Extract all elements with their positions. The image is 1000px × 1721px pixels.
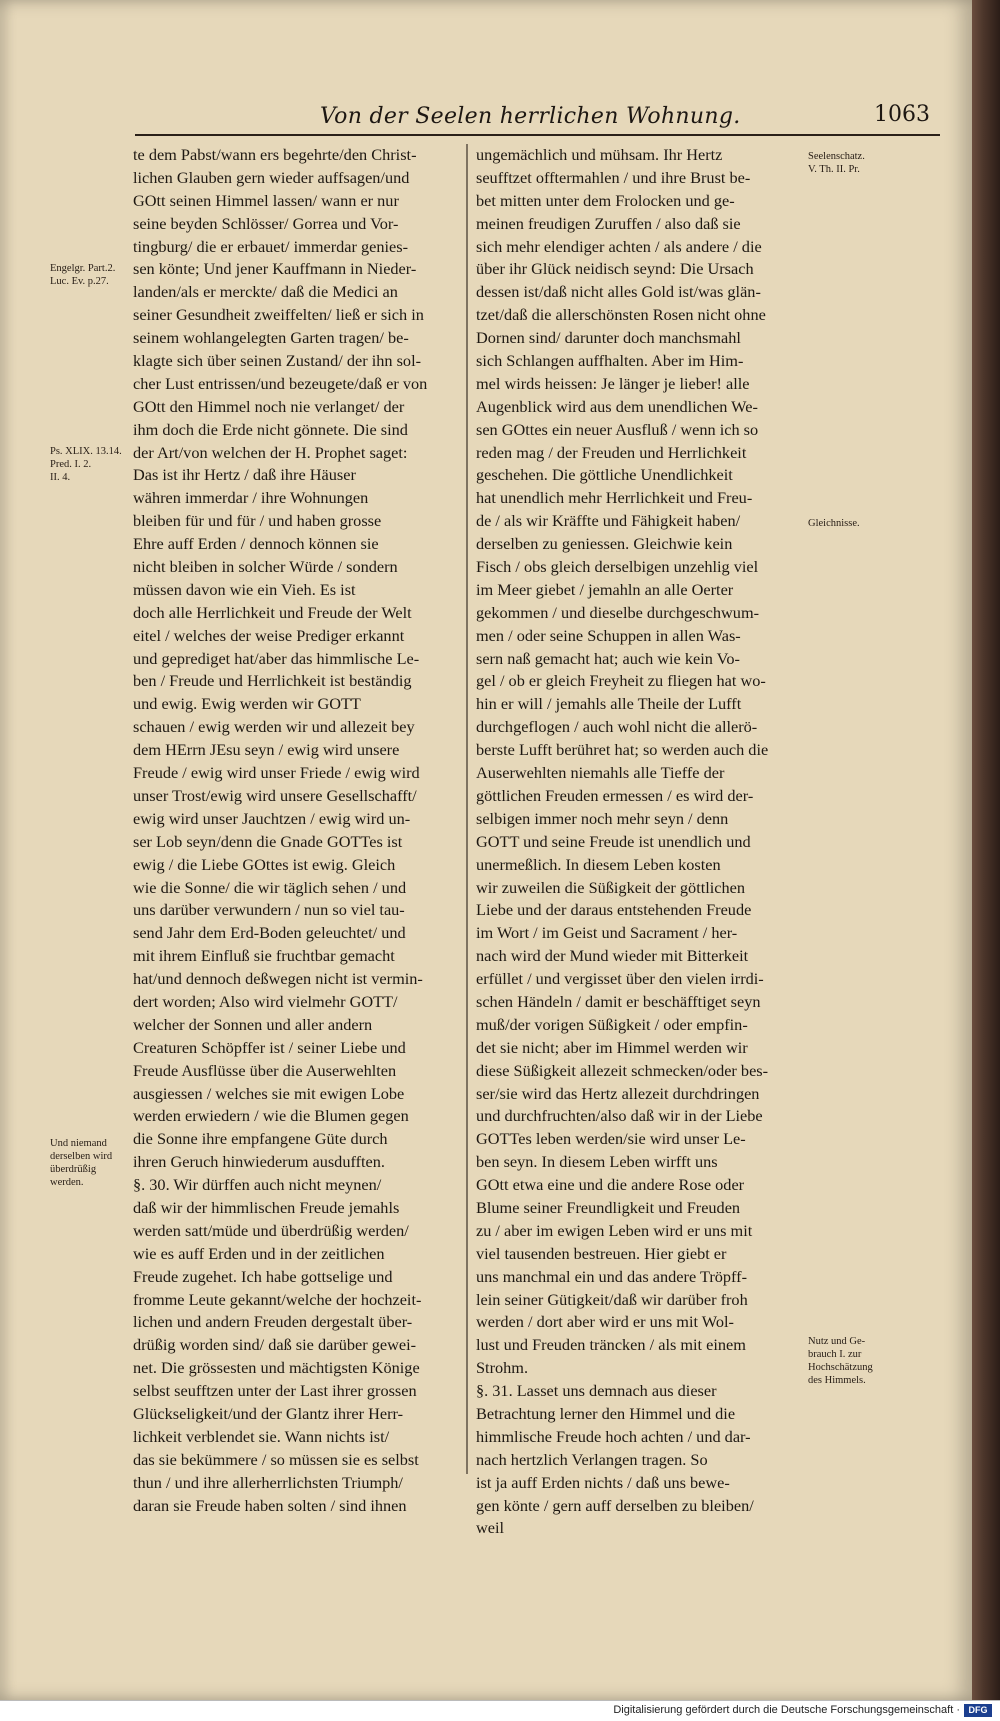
text-line: lust und Freuden träncken / als mit einem (476, 1335, 746, 1355)
text-line: ben / Freude und Herrlichkeit ist beständig (133, 671, 412, 691)
text-line: ben seyn. In diesem Leben wirfft uns (476, 1152, 718, 1172)
text-line: net. Die grössesten und mächtigsten Könige (133, 1358, 420, 1378)
right-text-column (476, 144, 806, 1540)
page-number: 1063 (874, 102, 930, 127)
text-line: hat unendlich mehr Herrlichkeit und Freu- (476, 488, 753, 508)
text-line: das sie bekümmere / so müssen sie es selbst (133, 1449, 419, 1469)
text-line: wir zuweilen die Süßigkeit der göttlichen (476, 877, 746, 897)
margin-note-line: V. Th. II. Pr. (808, 164, 860, 175)
text-line: werden satt/müde und überdrüßig werden/ (133, 1220, 409, 1240)
text-line: im Wort / im Geist und Sacrament / her- (476, 923, 738, 943)
page-edge (972, 0, 1000, 1700)
margin-note-line: derselben wird (50, 1151, 113, 1162)
text-line: sen könte; Und jener Kauffmann in Nieder- (133, 259, 417, 279)
text-line: ser Lob seyn/denn die Gnade GOTTes ist (133, 831, 403, 851)
text-line: währen immerdar / ihre Wohnungen (133, 488, 369, 508)
margin-note-line: Nutz und Ge- (808, 1336, 866, 1347)
text-line: und geprediget hat/aber das himmlische Le- (133, 648, 420, 668)
text-line: uns manchmal ein und das andere Tröpff- (476, 1266, 748, 1286)
text-line: der Art/von welchen der H. Prophet saget: (133, 442, 408, 462)
text-line: gen könte / gern auff derselben zu bleiben/ (476, 1495, 754, 1515)
text-line: wie die Sonne/ die wir täglich sehen / und (133, 877, 407, 897)
text-line: bleiben für und für / und haben grosse (133, 511, 382, 531)
margin-note-line: Ps. XLIX. 13.14. (50, 446, 122, 457)
text-line: dessen ist/daß nicht alles Gold ist/was glän- (476, 282, 761, 302)
margin-note-line: des Himmels. (808, 1375, 866, 1386)
text-line: müssen davon wie ein Vieh. Es ist (133, 579, 356, 599)
text-line: Fisch / obs gleich derselbigen unzehlig viel (476, 557, 759, 577)
text-line: hat/und dennoch deßwegen nicht ist vermin- (133, 969, 423, 989)
margin-note-seelenschatz (808, 150, 865, 176)
text-line: meinen freudigen Zuruffen / also daß sie (476, 213, 741, 233)
text-line: und durchfruchten/also daß wir in der Liebe (476, 1106, 763, 1126)
text-line: daß wir der himmlischen Freude jemahls (133, 1197, 400, 1217)
text-line: dem HErrn JEsu seyn / ewig wird unsere (133, 740, 400, 760)
footer-bar (0, 1700, 1000, 1721)
text-line: dert worden; Also wird vielmehr GOTT/ (133, 991, 398, 1011)
text-line: ihm doch die Erde nicht gönnete. Die sind (133, 419, 408, 439)
text-line: Strohm. (476, 1358, 529, 1378)
text-line: selbigen immer noch mehr seyn / denn (476, 808, 729, 828)
text-line: GOtt den Himmel noch nie verlanget/ der (133, 396, 405, 416)
text-line: uns darüber verwundern / nun so viel tau- (133, 900, 405, 920)
text-line: sen GOttes ein neuer Ausfluß / wenn ich so (476, 419, 759, 439)
text-line: Dornen sind/ darunter doch manchsmahl (476, 328, 741, 348)
text-line: send Jahr dem Erd-Boden geleuchtet/ und (133, 923, 406, 943)
text-line: gekommen / und dieselbe durchgeschwum- (476, 602, 760, 622)
text-line: klagte sich über seinen Zustand/ der ihn sol- (133, 351, 422, 371)
text-line: hin er will / jemahls alle Theile der Lufft (476, 694, 742, 714)
text-line: lichen und andern Freuden dergestalt über- (133, 1312, 413, 1332)
column-divider (466, 144, 468, 1474)
text-line: durchgeflogen / auch wohl nicht die allerö- (476, 717, 758, 737)
text-line: schen Händeln / damit er beschäfftiget seyn (476, 991, 761, 1011)
text-line: det sie nicht; aber im Himmel werden wir (476, 1037, 748, 1057)
text-line: doch alle Herrlichkeit und Freude der Welt (133, 602, 412, 622)
text-line: nicht bleiben in solcher Würde / sondern (133, 557, 398, 577)
margin-note-line: Luc. Ev. p.27. (50, 276, 109, 287)
text-line: thun / und ihre allerherrlichsten Triumph/ (133, 1472, 403, 1492)
text-line: mel wirds heissen: Je länger je lieber! alle (476, 373, 750, 393)
text-line: himmlische Freude hoch achten / und dar- (476, 1426, 751, 1446)
text-line: gel / ob er gleich Freyheit zu fliegen hat wo- (476, 671, 766, 691)
running-head: Von der Seelen herrlichen Wohnung. (320, 104, 741, 129)
text-line: werden erwiedern / wie die Blumen gegen (133, 1106, 409, 1126)
margin-note-line: Hochschätzung (808, 1362, 873, 1373)
text-line: göttlichen Freuden ermessen / es wird der- (476, 785, 754, 805)
text-line: cher Lust entrissen/und bezeugete/daß er von (133, 373, 428, 393)
text-line: ungemächlich und mühsam. Ihr Hertz (476, 145, 723, 164)
text-line: welcher der Sonnen und aller andern (133, 1014, 373, 1034)
margin-note-line: Engelgr. Part.2. (50, 263, 116, 274)
margin-note-line: Und niemand (50, 1138, 107, 1149)
text-line: eitel / welches der weise Prediger erkannt (133, 625, 405, 645)
text-line: werden / dort aber wird er uns mit Wol- (476, 1312, 734, 1332)
text-line: sich mehr elendiger achten / als andere / die (476, 236, 762, 256)
text-line: Das ist ihr Hertz / daß ihre Häuser (133, 465, 356, 485)
text-line: berste Lufft berühret hat; so werden auch die (476, 740, 769, 760)
text-line: GOTT und seine Freude ist unendlich und (476, 831, 751, 851)
text-line: ist ja auff Erden nichts / daß uns bewe- (476, 1472, 730, 1492)
text-line: sern naß gemacht hat; auch wie kein Vo- (476, 648, 740, 668)
footer-credit: Digitalisierung gefördert durch die Deutsche Forschungsgemeinschaft · (613, 1704, 960, 1716)
margin-note-gleichnisse (808, 517, 860, 530)
text-line: derselben zu geniessen. Gleichwie kein (476, 534, 733, 554)
text-line: reden mag / der Freuden und Herrlichkeit (476, 442, 747, 462)
text-line: landen/als er merckte/ daß die Medici an (133, 282, 398, 302)
text-line: lichen Glauben gern wieder auffsagen/und (133, 167, 410, 187)
text-line: wie es auff Erden und in der zeitlichen (133, 1243, 385, 1263)
text-line: Freude Ausflüsse über die Auserwehlten (133, 1060, 397, 1080)
text-line: Augenblick wird aus dem unendlichen We- (476, 396, 758, 416)
text-line: weil (476, 1518, 505, 1538)
text-line: seufftzet offtermahlen / und ihre Brust be- (476, 167, 751, 187)
dfg-logo: DFG (964, 1704, 992, 1717)
text-line: daran sie Freude haben solten / sind ihnen (133, 1495, 407, 1515)
margin-note-line: Gleichnisse. (808, 518, 860, 529)
text-line: selbst seufftzen unter der Last ihrer grossen (133, 1381, 417, 1401)
margin-note-line: Seelenschatz. (808, 151, 865, 162)
text-line: seinem wohlangelegten Garten tragen/ be- (133, 328, 409, 348)
text-line: Glückseligkeit/und der Glantz ihrer Herr- (133, 1403, 404, 1423)
text-line: fromme Leute gekannt/welche der hochzeit- (133, 1289, 422, 1309)
text-line: GOtt etwa eine und die andere Rose oder (476, 1175, 745, 1195)
text-line: men / oder seine Schuppen in allen Was- (476, 625, 741, 645)
text-line: seiner Gesundheit zweiffelten/ ließ er sich in (133, 305, 424, 325)
text-line: drüßig worden sind/ daß sie darüber gewei- (133, 1335, 417, 1355)
margin-note-line: überdrüßig (50, 1164, 97, 1175)
text-line: §. 31. Lasset uns demnach aus dieser (476, 1381, 717, 1401)
margin-note-line: II. 4. (50, 472, 71, 483)
text-line: geschehen. Die göttliche Unendlichkeit (476, 465, 733, 485)
text-line: bet mitten unter dem Frolocken und ge- (476, 190, 735, 210)
margin-note-line: werden. (50, 1177, 84, 1188)
text-line: §. 30. Wir dürffen auch nicht meynen/ (133, 1175, 382, 1195)
text-line: lein seiner Gütigkeit/daß wir darüber froh (476, 1289, 748, 1309)
text-line: ihren Geruch hinwiederum ausdufften. (133, 1152, 385, 1172)
text-line: Liebe und der daraus entstehenden Freude (476, 900, 752, 920)
text-line: Betrachtung lerner den Himmel und die (476, 1403, 736, 1423)
text-line: tingburg/ die er erbauet/ immerdar genies- (133, 236, 409, 256)
text-line: sich Schlangen auffhalten. Aber im Him- (476, 351, 744, 371)
text-line: Freude zugehet. Ich habe gottselige und (133, 1266, 393, 1286)
page-header (135, 100, 940, 136)
text-line: Blume seiner Freundligkeit und Freuden (476, 1197, 741, 1217)
text-line: diese Süßigkeit allezeit schmecken/oder bes- (476, 1060, 769, 1080)
text-line: muß/der vorigen Süßigkeit / oder empfin- (476, 1014, 748, 1034)
text-line: GOTTes leben werden/sie wird unser Le- (476, 1129, 746, 1149)
text-line: die Sonne ihre empfangene Güte durch (133, 1129, 388, 1149)
text-line: tzet/daß die allerschönsten Rosen nicht ohne (476, 305, 766, 325)
text-line: viel tausenden bestreuen. Hier giebt er (476, 1243, 727, 1263)
margin-note-nutz (808, 1335, 873, 1387)
text-line: ewig / die Liebe GOttes ist ewig. Gleich (133, 854, 396, 874)
margin-note-line: Pred. I. 2. (50, 459, 92, 470)
text-line: und ewig. Ewig werden wir GOTT (133, 694, 361, 714)
text-line: Auserwehlten niemahls alle Tieffe der (476, 763, 725, 783)
text-line: Creaturen Schöpffer ist / seiner Liebe und (133, 1037, 406, 1057)
margin-note-line: brauch I. zur (808, 1349, 862, 1360)
text-line: ewig wird unser Jauchtzen / ewig wird un- (133, 808, 411, 828)
text-line: zu / aber im ewigen Leben wird er uns mit (476, 1220, 753, 1240)
text-line: unermeßlich. In diesem Leben kosten (476, 854, 721, 874)
text-line: Ehre auff Erden / dennoch können sie (133, 534, 379, 554)
text-line: nach wird der Mund wieder mit Bitterkeit (476, 946, 749, 966)
text-line: im Meer giebet / jemahln an alle Oerter (476, 579, 734, 599)
text-line: de / als wir Kräffte und Fähigkeit haben/ (476, 511, 741, 531)
text-line: ausgiessen / welches sie mit ewigen Lobe (133, 1083, 405, 1103)
text-line: nach hertzlich Verlangen tragen. So (476, 1449, 708, 1469)
margin-note-niemand (50, 1137, 112, 1189)
margin-note-psalm (50, 445, 122, 484)
left-text-column (133, 144, 458, 1517)
text-line: te dem Pabst/wann ers begehrte/den Christ- (133, 145, 417, 164)
margin-note-engelgr (50, 262, 115, 288)
text-line: mit ihrem Einfluß sie fruchtbar gemacht (133, 946, 395, 966)
text-line: lichkeit verblendet sie. Wann nichts ist/ (133, 1426, 390, 1446)
text-line: schauen / ewig werden wir und allezeit bey (133, 717, 415, 737)
text-line: über ihr Glück neidisch seynd: Die Ursach (476, 259, 754, 279)
text-line: seine beyden Schlösser/ Gorrea und Vor- (133, 213, 399, 233)
text-line: Freude / ewig wird unser Friede / ewig wird (133, 763, 420, 783)
text-line: unser Trost/ewig wird unsere Gesellschafft/ (133, 785, 417, 805)
text-line: ser/sie wird das Hertz allezeit durchdringen (476, 1083, 760, 1103)
text-line: erfüllet / und vergisset über den vielen irrdi- (476, 969, 764, 989)
text-line: GOtt seinen Himmel lassen/ wann er nur (133, 190, 399, 210)
